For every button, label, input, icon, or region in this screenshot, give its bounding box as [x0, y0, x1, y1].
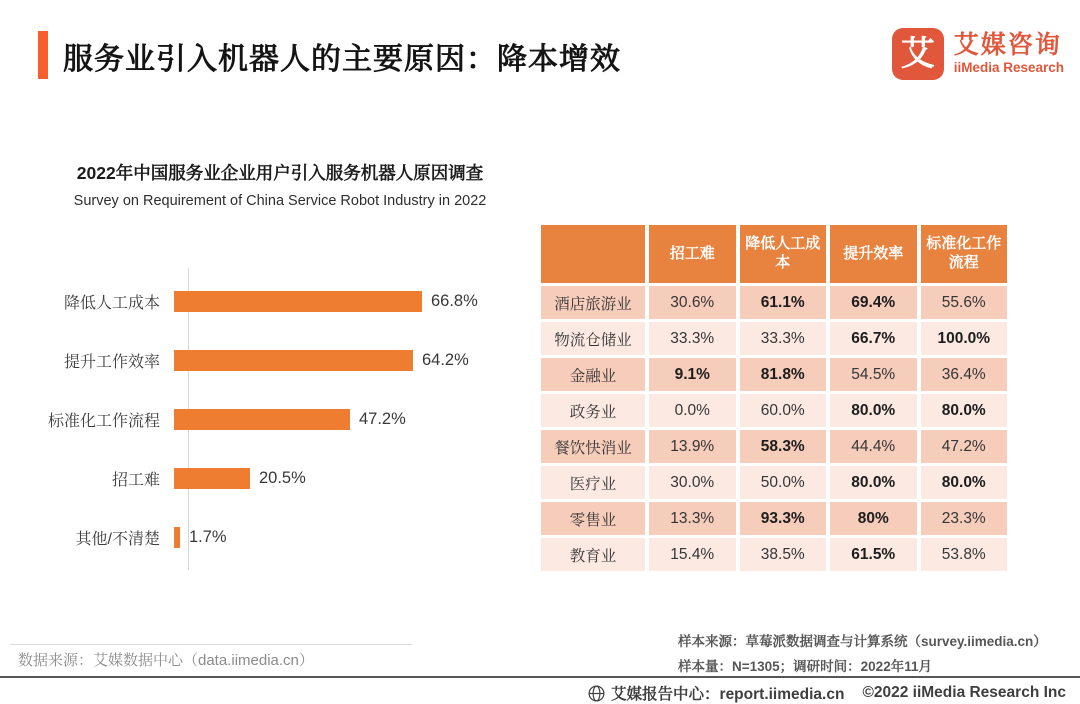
- bar-row: [40, 331, 535, 390]
- table-row-label: 酒店旅游业: [541, 286, 645, 319]
- bar-category-label: 提升工作效率: [63, 354, 160, 371]
- table-cell: 23.3%: [921, 502, 1008, 535]
- bar-value-label: 20.5%: [259, 469, 306, 487]
- footer-copyright: ©2022 iiMedia Research Inc: [862, 684, 1066, 701]
- table-header-cell: 招工难: [649, 225, 736, 283]
- footer-report-center: 艾媒报告中心：report.iimedia.cn: [611, 686, 845, 703]
- title-accent-bar: [38, 31, 48, 79]
- bar: [174, 468, 250, 489]
- table-cell: 54.5%: [830, 358, 917, 391]
- footer-divider-line: [0, 676, 1080, 678]
- table-cell: 69.4%: [830, 286, 917, 319]
- sample-size-note: 样本量：N=1305；调研时间：2022年11月: [678, 659, 932, 674]
- chart-subtitle: Survey on Requirement of China Service Robot Industry in 2022: [73, 193, 487, 209]
- industry-table-wrap: [537, 222, 1011, 574]
- table-cell: 80.0%: [830, 466, 917, 499]
- table-row: [541, 430, 1007, 463]
- bar-row: [40, 508, 535, 567]
- bar-chart: [40, 272, 535, 567]
- logo-name-cn: 艾媒咨询: [953, 31, 1062, 60]
- table-row-label: 教育业: [541, 538, 645, 571]
- table-row-label: 零售业: [541, 502, 645, 535]
- table-row-label: 政务业: [541, 394, 645, 427]
- bar-category-label: 招工难: [111, 472, 160, 489]
- table-row: [541, 394, 1007, 427]
- iimedia-logo-icon: 艾: [892, 28, 944, 80]
- table-cell: 33.3%: [649, 322, 736, 355]
- bar-value-label: 47.2%: [359, 410, 406, 428]
- table-cell: 47.2%: [921, 430, 1008, 463]
- table-cell: 80.0%: [830, 394, 917, 427]
- bar-row: [40, 390, 535, 449]
- table-cell: 80.0%: [921, 466, 1008, 499]
- left-divider-line: [10, 644, 412, 645]
- table-cell: 66.7%: [830, 322, 917, 355]
- table-cell: 44.4%: [830, 430, 917, 463]
- bar-category-label: 降低人工成本: [63, 295, 160, 312]
- iimedia-logo: [892, 28, 1064, 80]
- table-cell: 33.3%: [740, 322, 827, 355]
- table-row: [541, 322, 1007, 355]
- table-cell: 100.0%: [921, 322, 1008, 355]
- table-cell: 93.3%: [740, 502, 827, 535]
- bar-value-label: 66.8%: [431, 292, 478, 310]
- logo-name-en: iiMedia Research: [953, 59, 1064, 75]
- table-cell: 13.3%: [649, 502, 736, 535]
- globe-icon: [588, 685, 605, 702]
- bar-zone: [174, 468, 535, 489]
- table-row: [541, 538, 1007, 571]
- table-cell: 61.1%: [740, 286, 827, 319]
- bar-row: [40, 272, 535, 331]
- table-cell: 55.6%: [921, 286, 1008, 319]
- footer-bar: [588, 682, 1066, 704]
- table-cell: 9.1%: [649, 358, 736, 391]
- table-row: [541, 358, 1007, 391]
- table-cell: 38.5%: [740, 538, 827, 571]
- table-row: [541, 286, 1007, 319]
- bar-value-label: 64.2%: [422, 351, 469, 369]
- table-cell: 30.6%: [649, 286, 736, 319]
- table-row: [541, 502, 1007, 535]
- table-cell: 80.0%: [921, 394, 1008, 427]
- bar: [174, 291, 422, 312]
- table-cell: 61.5%: [830, 538, 917, 571]
- table-header-row: [541, 225, 1007, 283]
- logo-text: [954, 32, 1064, 76]
- data-source-note: 数据来源：艾媒数据中心（data.iimedia.cn）: [18, 652, 314, 669]
- table-cell: 60.0%: [740, 394, 827, 427]
- bar-value-label: 1.7%: [189, 528, 227, 546]
- bar: [174, 409, 350, 430]
- table-header-cell: [541, 225, 645, 283]
- table-header-cell: 标准化工作流程: [921, 225, 1008, 283]
- table-header-cell: 提升效率: [830, 225, 917, 283]
- table-cell: 36.4%: [921, 358, 1008, 391]
- table-row-label: 金融业: [541, 358, 645, 391]
- table-cell: 80%: [830, 502, 917, 535]
- bar-zone: [174, 527, 535, 548]
- page-title: 服务业引入机器人的主要原因：降本增效: [63, 43, 621, 76]
- sample-notes: [678, 629, 1047, 679]
- sample-source-note: 样本来源：草莓派数据调查与计算系统（survey.iimedia.cn）: [678, 634, 1047, 649]
- header: [38, 28, 1068, 88]
- bar-category-label: 其他/不清楚: [75, 531, 160, 548]
- table-cell: 13.9%: [649, 430, 736, 463]
- industry-table: [537, 222, 1011, 574]
- table-row: [541, 466, 1007, 499]
- table-cell: 50.0%: [740, 466, 827, 499]
- bar-zone: [174, 291, 535, 312]
- bar-zone: [174, 350, 535, 371]
- table-row-label: 物流仓储业: [541, 322, 645, 355]
- table-cell: 53.8%: [921, 538, 1008, 571]
- table-cell: 30.0%: [649, 466, 736, 499]
- table-header-cell: 降低人工成本: [740, 225, 827, 283]
- bar-row: [40, 449, 535, 508]
- table-row-label: 餐饮快消业: [541, 430, 645, 463]
- chart-title: 2022年中国服务业企业用户引入服务机器人原因调查: [76, 163, 484, 183]
- bar-zone: [174, 409, 535, 430]
- table-cell: 0.0%: [649, 394, 736, 427]
- table-row-label: 医疗业: [541, 466, 645, 499]
- table-cell: 81.8%: [740, 358, 827, 391]
- table-cell: 58.3%: [740, 430, 827, 463]
- bar: [174, 350, 413, 371]
- table-cell: 15.4%: [649, 538, 736, 571]
- bar-category-label: 标准化工作流程: [47, 413, 160, 430]
- bar: [174, 527, 180, 548]
